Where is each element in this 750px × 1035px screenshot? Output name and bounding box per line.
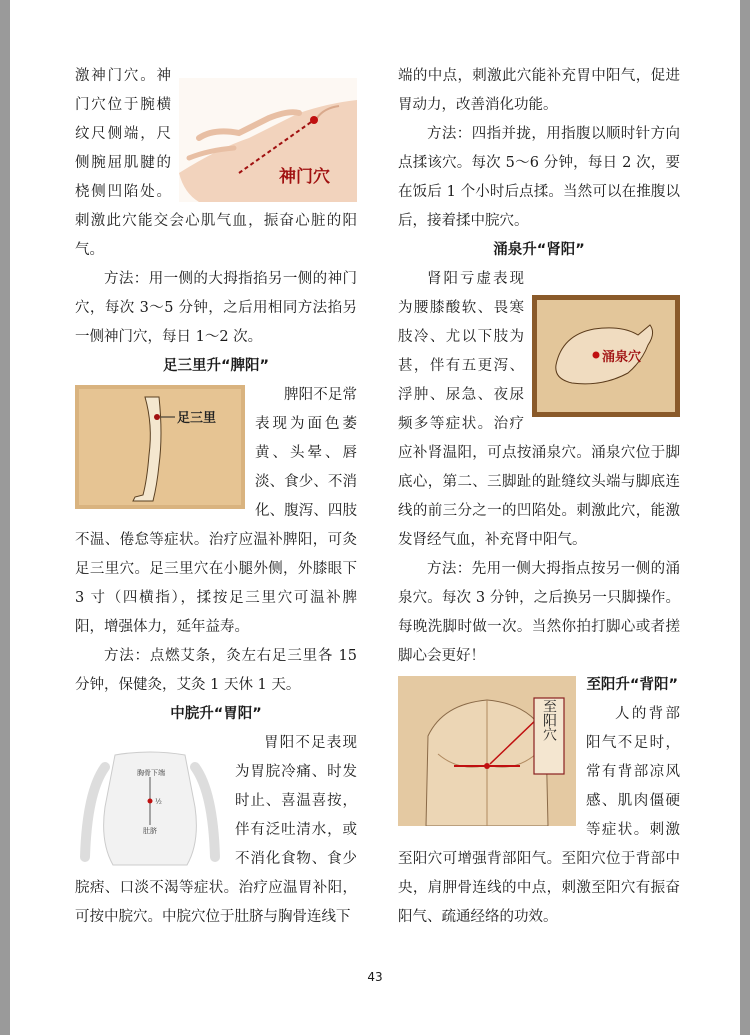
- right-para-3: 肾阳亏虚表现为腰膝酸软、畏寒肢冷、尤以下肢为甚，伴有五更泻、浮肿、尿急、夜尿频多等症状。治疗应补肾温阳，可点按涌泉穴。涌泉穴位于脚底心，第二、三脚趾的趾缝纹头端与脚底连线的前三分之一的凹陷处。刺激此穴，能激发肾经气血，补充肾中阳气。: [398, 271, 680, 548]
- shenmen-label: 神门穴: [279, 167, 330, 187]
- heading-zhiyang: 至阳升“背阳”: [586, 677, 678, 693]
- left-para-3: 脾阳不足常表现为面色萎黄、头晕、唇淡、食少、不消化、腹泻、四肢不温、倦怠等症状。治疗应温补脾阳，可灸足三里穴。足三里穴在小腿外侧，外膝眼下 3 寸（四横指），揉按足三里穴可温补脾阳，增强体力，延年益寿。: [75, 387, 357, 635]
- yongquan-label: 涌泉穴: [602, 350, 642, 365]
- yongquan-figure: [532, 295, 680, 417]
- right-para-1: 端的中点，刺激此穴能补充胃中阳气，促进胃动力，改善消化功能。: [398, 68, 680, 113]
- heading-zusanli: 足三里升“脾阳”: [162, 358, 270, 374]
- zusanli-figure: [75, 385, 245, 509]
- zusanli-label: 足三里: [177, 411, 217, 426]
- left-column: [75, 62, 357, 932]
- right-para-4: 方法：先用一侧大拇指点按另一侧的涌泉穴。每次 3 分钟，之后换另一只脚操作。每晚洗脚时做一次。当然你拍打脚心或者搓脚心会更好！: [398, 561, 680, 664]
- right-para-5: 人的背部阳气不足时，常有背部凉风感、肌肉僵硬等症状。刺激至阳穴可增强背部阳气。至阳穴位于背部中央，肩胛骨连线的中点，刺激至阳穴有振奋阳气、疏通经络的功效。: [398, 706, 680, 925]
- zhongwan-label-mid: ½: [155, 798, 162, 806]
- zhongwan-label-bottom: 肚脐: [143, 827, 157, 835]
- left-para-2: 方法：用一侧的大拇指掐另一侧的神门穴，每次 3～5 分钟，之后用相同方法掐另一侧神门穴，每日 1～2 次。: [75, 271, 357, 345]
- right-column: [398, 62, 680, 932]
- page-number: 43: [367, 970, 383, 984]
- shenmen-figure: [179, 78, 357, 202]
- heading-yongquan: 涌泉升“肾阳”: [493, 242, 585, 258]
- left-para-5: 胃阳不足表现为胃脘冷痛、时发时止、喜温喜按，伴有泛吐清水，或不消化食物、食少脘痞、口淡不渴等症状。治疗应温胃补阳，可按中脘穴。中脘穴位于肚脐与胸骨连线下: [75, 735, 357, 925]
- zhiyang-label: 至阳穴: [541, 699, 557, 741]
- zhongwan-figure: [75, 747, 225, 867]
- document-page: [10, 0, 740, 1035]
- left-para-1: 激神门穴。神门穴位于腕横纹尺侧端，尺侧腕屈肌腱的桡侧凹陷处。刺激此穴能交会心肌气血，振奋心脏的阳气。: [75, 68, 357, 258]
- zhongwan-label-top: 胸骨下端: [137, 769, 165, 777]
- left-para-4: 方法：点燃艾条，灸左右足三里各 15 分钟，保健灸，艾灸 1 天休 1 天。: [75, 648, 357, 693]
- heading-zhongwan: 中脘升“胃阳”: [170, 706, 262, 722]
- right-para-2: 方法：四指并拢，用指腹以顺时针方向点揉该穴。每次 5～6 分钟，每日 2 次，要在饭后 1 个小时后点揉。当然可以在推腹以后，接着揉中脘穴。: [398, 126, 680, 229]
- zhiyang-figure: [398, 676, 576, 826]
